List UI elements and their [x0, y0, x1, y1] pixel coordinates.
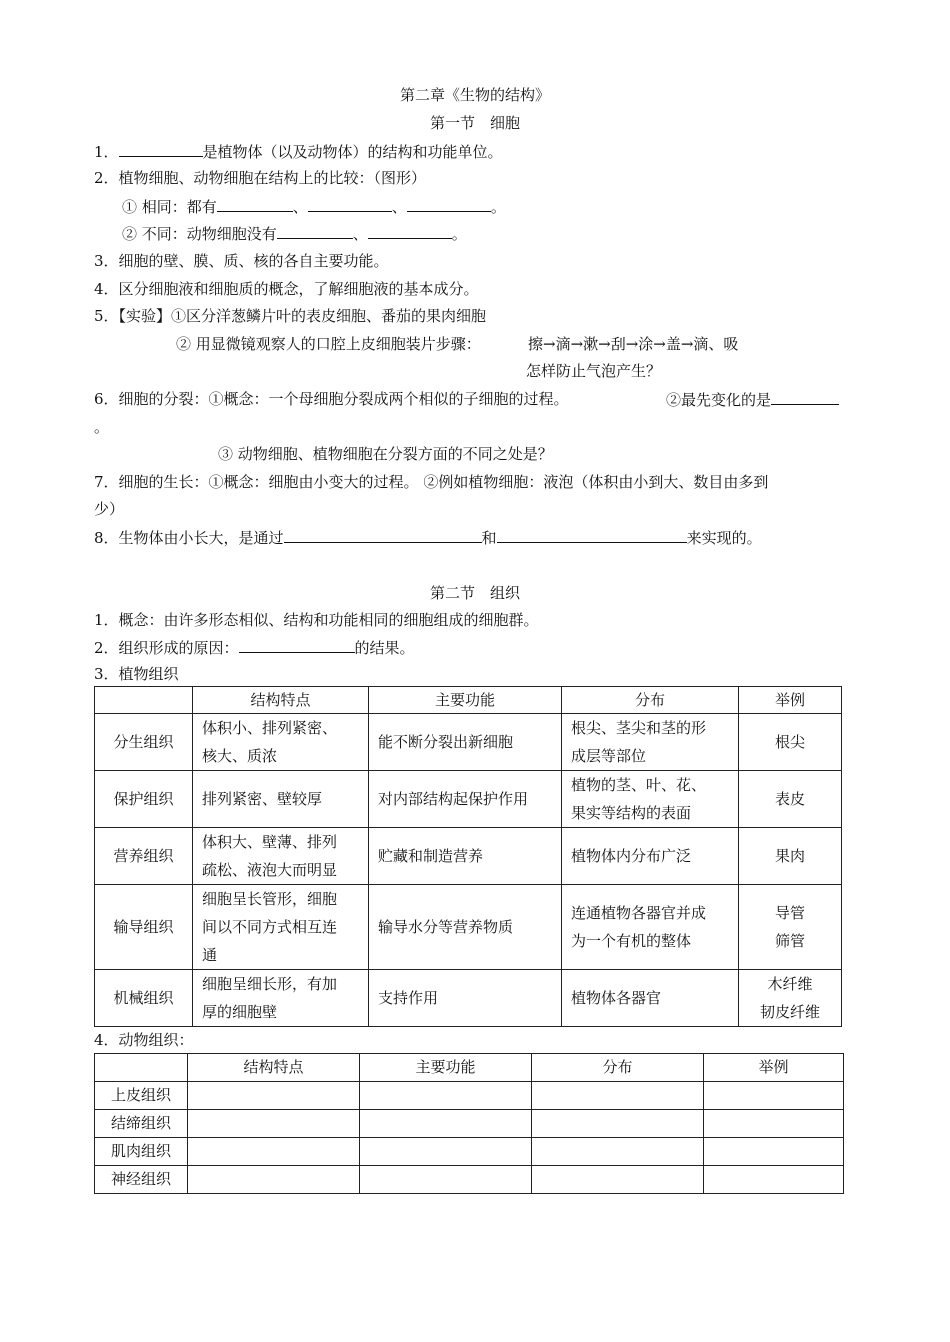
cell-line: 植物的茎、叶、花、: [571, 776, 707, 794]
q8-line: [94, 527, 762, 548]
tissue-name: 肌肉组织: [95, 1138, 188, 1166]
q5-line-c: 怎样防止气泡产生？: [526, 362, 662, 380]
empty-cell[interactable]: [188, 1082, 360, 1110]
q3-line: 3．细胞的壁、膜、质、核的各自主要功能。: [94, 252, 389, 270]
tissue-name: 营养组织: [95, 828, 193, 885]
cell-line: 筛管: [774, 932, 805, 950]
table-row: [95, 1110, 844, 1138]
cell-line: 果实等结构的表面: [571, 804, 692, 822]
q6-line-c: ③ 动物细胞、植物细胞在分裂方面的不同之处是？: [218, 445, 553, 463]
cell-line: 体积小、排列紧密、: [202, 719, 338, 737]
q2a-label: ① 相同：都有: [122, 198, 217, 216]
q2-line: 2．植物细胞、动物细胞在结构上的比较：（图形）: [94, 169, 427, 187]
cell-line: 疏松、液泡大而明显: [202, 861, 338, 879]
q8-blank-2[interactable]: [497, 527, 687, 543]
s2-q1-line: 1．概念：由许多形态相似、结构和功能相同的细胞组成的细胞群。: [94, 611, 539, 629]
q2b-blank-2[interactable]: [368, 223, 452, 239]
cell-line: 连通植物各器官并成: [571, 904, 707, 922]
q2a-line: [122, 196, 506, 217]
cell-line: 间以不同方式相互连: [202, 918, 338, 936]
s2-q4-line: 4．动物组织：: [94, 1031, 194, 1049]
function-cell: 能不断分裂出新细胞: [369, 714, 562, 771]
cell-line: 细胞呈长管形，细胞: [202, 890, 338, 908]
empty-cell[interactable]: [532, 1138, 704, 1166]
q6-period: 。: [94, 418, 110, 436]
structure-cell: [193, 828, 369, 885]
table-row: [95, 970, 842, 1027]
q6-line-b: [666, 389, 839, 410]
distribution-cell: 植物体内分布广泛: [562, 828, 739, 885]
s2-q3-line: 3．植物组织: [94, 665, 179, 683]
tissue-name: 结缔组织: [95, 1110, 188, 1138]
empty-cell[interactable]: [704, 1082, 844, 1110]
example-cell: 果肉: [739, 828, 842, 885]
header-cell: [95, 1054, 188, 1082]
cell-line: 根尖、茎尖和茎的形: [571, 719, 707, 737]
s2-q2-blank[interactable]: [239, 637, 355, 653]
cell-line: 导管: [774, 904, 805, 922]
tissue-name: 机械组织: [95, 970, 193, 1027]
separator: 、: [391, 198, 407, 216]
distribution-cell: [562, 771, 739, 828]
tissue-name: 输导组织: [95, 885, 193, 970]
header-cell: 分布: [532, 1054, 704, 1082]
empty-cell[interactable]: [360, 1110, 532, 1138]
table-row: [95, 771, 842, 828]
tissue-name: 保护组织: [95, 771, 193, 828]
q5-steps: 擦→滴→漱→刮→涂→盖→滴、吸: [528, 335, 739, 353]
empty-cell[interactable]: [360, 1138, 532, 1166]
q2b-blank-1[interactable]: [277, 223, 353, 239]
q8-blank-1[interactable]: [284, 527, 482, 543]
empty-cell[interactable]: [188, 1166, 360, 1194]
table-header-row: [95, 687, 842, 714]
q1-text: 是植物体（以及动物体）的结构和功能单位。: [202, 143, 503, 161]
distribution-cell: 植物体各器官: [562, 970, 739, 1027]
separator: 、: [292, 198, 308, 216]
example-cell: [739, 970, 842, 1027]
function-cell: 支持作用: [369, 970, 562, 1027]
header-cell: 结构特点: [188, 1054, 360, 1082]
function-cell: 输导水分等营养物质: [369, 885, 562, 970]
period: 。: [490, 198, 506, 216]
chapter-title: 第二章《生物的结构》: [399, 86, 550, 104]
empty-cell[interactable]: [704, 1166, 844, 1194]
cell-line: 细胞呈细长形，有加: [202, 975, 338, 993]
q6-blank[interactable]: [771, 389, 839, 405]
empty-cell[interactable]: [532, 1166, 704, 1194]
table-row: [95, 1082, 844, 1110]
q8-mid: 和: [481, 529, 497, 547]
tissue-name: 分生组织: [95, 714, 193, 771]
structure-cell: [193, 885, 369, 970]
table-row: [95, 1138, 844, 1166]
cell-line: 通: [202, 946, 218, 964]
header-cell: 举例: [739, 687, 842, 714]
q6b-label: ②最先变化的是: [666, 391, 772, 409]
empty-cell[interactable]: [360, 1166, 532, 1194]
q7-line-b: 少）: [94, 500, 125, 518]
q8-label: 8．生物体由小长大，是通过: [94, 529, 284, 547]
table-row: [95, 1166, 844, 1194]
q2b-label: ② 不同：动物细胞没有: [122, 225, 277, 243]
table-header-row: [95, 1054, 844, 1082]
function-cell: 对内部结构起保护作用: [369, 771, 562, 828]
header-cell: 结构特点: [193, 687, 369, 714]
empty-cell[interactable]: [704, 1110, 844, 1138]
cell-line: 体积大、壁薄、排列: [202, 833, 338, 851]
q5-line-a: 5．【实验】①区分洋葱鳞片叶的表皮细胞、番茄的果肉细胞: [94, 307, 487, 325]
header-cell: [95, 687, 193, 714]
cell-line: 成层等部位: [571, 747, 647, 765]
q1-line: [94, 141, 503, 162]
empty-cell[interactable]: [532, 1082, 704, 1110]
empty-cell[interactable]: [188, 1138, 360, 1166]
example-cell: [739, 885, 842, 970]
table-row: [95, 885, 842, 970]
cell-line: 核大、质浓: [202, 747, 278, 765]
section1-title: 第一节 细胞: [429, 114, 520, 132]
cell-line: 木纤维: [767, 975, 813, 993]
q7-line-a: 7．细胞的生长：①概念：细胞由小变大的过程。 ②例如植物细胞：液泡（体积由小到大、数目由多到: [94, 473, 769, 491]
q2b-line: [122, 223, 467, 244]
q5-line-b: ② 用显微镜观察人的口腔上皮细胞装片步骤：: [176, 335, 481, 353]
q1-number: 1．: [94, 143, 119, 161]
distribution-cell: [562, 714, 739, 771]
separator: 、: [352, 225, 368, 243]
s2-q2-label: 2．组织形成的原因：: [94, 639, 239, 657]
structure-cell: 排列紧密、壁较厚: [193, 771, 369, 828]
empty-cell[interactable]: [360, 1082, 532, 1110]
header-cell: 举例: [704, 1054, 844, 1082]
q8-end: 来实现的。: [686, 529, 762, 547]
header-cell: 主要功能: [360, 1054, 532, 1082]
s2-q2-end: 的结果。: [354, 639, 415, 657]
empty-cell[interactable]: [532, 1110, 704, 1138]
period: 。: [451, 225, 467, 243]
animal-tissue-table: [94, 1053, 844, 1194]
example-cell: 表皮: [739, 771, 842, 828]
q2a-blank-1[interactable]: [217, 196, 293, 212]
header-cell: 分布: [562, 687, 739, 714]
empty-cell[interactable]: [704, 1138, 844, 1166]
plant-tissue-table: [94, 686, 842, 1027]
cell-line: 韧皮纤维: [759, 1003, 820, 1021]
q4-line: 4．区分细胞液和细胞质的概念，了解细胞液的基本成分。: [94, 280, 479, 298]
distribution-cell: [562, 885, 739, 970]
header-cell: 主要功能: [369, 687, 562, 714]
empty-cell[interactable]: [188, 1110, 360, 1138]
structure-cell: [193, 970, 369, 1027]
example-cell: 根尖: [739, 714, 842, 771]
cell-line: 厚的细胞壁: [202, 1003, 278, 1021]
q6-line-a: 6．细胞的分裂：①概念：一个母细胞分裂成两个相似的子细胞的过程。: [94, 390, 569, 408]
tissue-name: 神经组织: [95, 1166, 188, 1194]
function-cell: 贮藏和制造营养: [369, 828, 562, 885]
s2-q2-line: [94, 637, 415, 658]
section2-title: 第二节 组织: [429, 584, 520, 602]
table-row: [95, 828, 842, 885]
table-row: [95, 714, 842, 771]
tissue-name: 上皮组织: [95, 1082, 188, 1110]
q2a-blank-2[interactable]: [308, 196, 392, 212]
q1-blank[interactable]: [119, 141, 203, 157]
structure-cell: [193, 714, 369, 771]
cell-line: 为一个有机的整体: [571, 932, 692, 950]
q2a-blank-3[interactable]: [407, 196, 491, 212]
